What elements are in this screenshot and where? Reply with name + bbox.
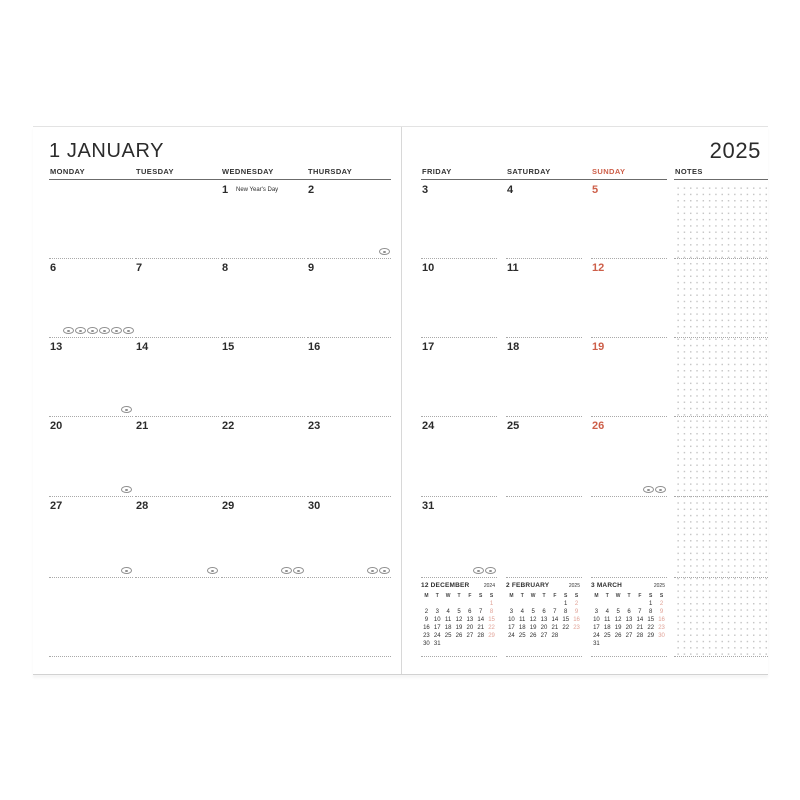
week-divider — [506, 337, 582, 338]
week-divider — [591, 337, 667, 338]
mini-date-cell: 16 — [423, 625, 430, 631]
week-divider — [674, 416, 768, 417]
moon-phase-icon-group — [281, 567, 304, 574]
mini-date-cell: 10 — [508, 617, 515, 623]
header-rule — [674, 179, 768, 180]
week-divider — [674, 577, 768, 578]
mini-date-cell: 22 — [488, 625, 495, 631]
mini-calendar-header — [506, 579, 582, 589]
moon-phase-icon — [473, 567, 484, 574]
day-header: WEDNESDAY — [222, 167, 274, 176]
mini-date-cell: 19 — [455, 625, 463, 631]
mini-date-cell: 1 — [649, 601, 653, 607]
date-cell: 28 — [136, 500, 149, 512]
mini-date-cell — [571, 640, 582, 648]
mini-date-cell: 26 — [455, 633, 463, 639]
mini-date-cell: 13 — [540, 617, 548, 623]
weekday-cell: W — [615, 593, 621, 599]
weekday-cell: T — [457, 593, 461, 599]
weekday-cell: M — [594, 593, 599, 599]
mini-date-cell: 5 — [531, 609, 535, 615]
date-cell: 4 — [507, 184, 514, 196]
mini-date-cell: 22 — [647, 625, 655, 631]
mini-date-cell: 14 — [551, 617, 559, 623]
page-gutter — [401, 127, 402, 674]
mini-date-cell: 11 — [604, 617, 611, 623]
mini-date-cell: 19 — [614, 625, 622, 631]
week-divider — [307, 337, 391, 338]
weekday-cell: S — [489, 593, 494, 599]
mini-date-cell: 15 — [488, 617, 495, 623]
moon-phase-icon — [367, 567, 378, 574]
week-divider — [506, 577, 582, 578]
mini-date-cell: 4 — [446, 609, 450, 615]
mini-date-cell: 8 — [649, 609, 653, 615]
mini-date-cell: 16 — [658, 617, 665, 623]
date-cell: 14 — [136, 341, 149, 353]
month-title: 1 JANUARY — [49, 140, 165, 162]
mini-date-cell: 11 — [519, 617, 526, 623]
moon-phase-icon — [75, 327, 86, 334]
week-divider — [421, 258, 497, 259]
mini-date-cell — [602, 640, 613, 648]
weekday-cell: T — [435, 593, 439, 599]
mini-date-cell — [517, 600, 528, 608]
mini-calendar-title: 3 MARCH — [591, 582, 623, 589]
mini-calendar — [506, 579, 582, 656]
mini-date-cell: 6 — [627, 609, 631, 615]
mini-date-cell: 14 — [636, 617, 644, 623]
date-cell: 12 — [592, 262, 605, 274]
week-divider — [49, 416, 133, 417]
date-cell: 23 — [308, 420, 321, 432]
week-divider — [591, 416, 667, 417]
mini-date-cell: 4 — [605, 609, 609, 615]
mini-date-cell: 12 — [529, 617, 537, 623]
moon-phase-icon-group — [207, 567, 218, 574]
date-cell: 25 — [507, 420, 520, 432]
week-divider — [49, 337, 133, 338]
mini-date-cell — [624, 600, 635, 608]
week-divider — [221, 416, 305, 417]
date-cell: 20 — [50, 420, 63, 432]
mini-date-cell — [613, 600, 624, 608]
mini-date-cell: 6 — [542, 609, 546, 615]
mini-date-cell: 8 — [564, 609, 568, 615]
week-divider — [421, 656, 497, 657]
date-cell: 1 — [222, 184, 229, 196]
mini-date-cell — [571, 632, 582, 640]
week-divider — [307, 416, 391, 417]
week-divider — [674, 496, 768, 497]
moon-phase-icon — [293, 567, 304, 574]
weekday-cell: S — [574, 593, 579, 599]
mini-date-cell: 30 — [658, 633, 665, 639]
week-divider — [591, 258, 667, 259]
mini-date-cell: 4 — [520, 609, 524, 615]
mini-date-cell: 20 — [625, 625, 633, 631]
moon-phase-icon-group — [367, 567, 390, 574]
mini-date-cell: 23 — [423, 633, 430, 639]
moon-phase-icon — [485, 567, 496, 574]
weekday-cell: T — [605, 593, 609, 599]
week-divider — [307, 258, 391, 259]
mini-date-cell: 3 — [435, 609, 439, 615]
date-cell: 8 — [222, 262, 229, 274]
week-divider — [506, 496, 582, 497]
moon-phase-icon — [643, 486, 654, 493]
mini-date-cell: 27 — [625, 633, 633, 639]
week-divider — [135, 656, 219, 657]
mini-calendar-header — [591, 579, 667, 589]
mini-date-cell: 22 — [562, 625, 570, 631]
mini-date-cell — [475, 600, 486, 608]
mini-date-cell — [506, 640, 517, 648]
moon-phase-icon-group — [473, 567, 496, 574]
mini-date-cell: 24 — [593, 633, 600, 639]
mini-date-cell: 31 — [593, 641, 600, 647]
weekday-cell: T — [542, 593, 546, 599]
mini-date-cell — [432, 600, 443, 608]
week-divider — [307, 656, 391, 657]
week-divider — [221, 258, 305, 259]
mini-date-cell — [454, 600, 465, 608]
week-divider — [421, 496, 497, 497]
mini-date-cell: 26 — [529, 633, 537, 639]
mini-date-cell: 17 — [593, 625, 600, 631]
mini-date-cell: 18 — [444, 625, 452, 631]
mini-date-cell: 8 — [489, 609, 494, 615]
mini-date-cell: 27 — [466, 633, 474, 639]
mini-date-cell: 9 — [574, 609, 579, 615]
moon-phase-icon-group — [121, 486, 132, 493]
moon-phase-icon — [99, 327, 110, 334]
date-cell: 5 — [592, 184, 599, 196]
mini-calendar-dates — [421, 600, 497, 648]
weekday-cell: W — [445, 593, 451, 599]
moon-phase-icon — [111, 327, 122, 334]
moon-phase-icon — [379, 567, 390, 574]
day-header: THURSDAY — [308, 167, 353, 176]
weekday-cell: M — [509, 593, 514, 599]
week-divider — [49, 577, 133, 578]
planner-spread — [33, 126, 768, 675]
mini-date-cell: 28 — [551, 633, 559, 639]
mini-date-cell — [634, 600, 645, 608]
mini-date-cell — [656, 640, 667, 648]
mini-date-cell: 2 — [574, 601, 579, 607]
mini-date-cell: 14 — [477, 617, 485, 623]
mini-date-cell: 21 — [477, 625, 485, 631]
week-divider — [221, 337, 305, 338]
mini-date-cell: 11 — [445, 617, 452, 623]
week-divider — [307, 496, 391, 497]
mini-calendar-year: 2025 — [568, 583, 580, 589]
mini-date-cell: 17 — [433, 625, 441, 631]
weekday-cell: F — [468, 593, 472, 599]
mini-date-cell: 23 — [658, 625, 665, 631]
mini-date-cell: 30 — [423, 641, 430, 647]
week-divider — [674, 656, 768, 657]
mini-calendar-weekdays — [506, 593, 582, 600]
mini-date-cell — [464, 600, 475, 608]
mini-date-cell — [624, 640, 635, 648]
mini-date-cell: 23 — [573, 625, 580, 631]
mini-calendar — [591, 579, 667, 656]
mini-date-cell — [539, 640, 550, 648]
date-cell: 19 — [592, 341, 605, 353]
mini-calendar-year: 2024 — [483, 583, 495, 589]
mini-date-cell: 13 — [466, 617, 474, 623]
mini-date-cell: 15 — [562, 617, 570, 623]
mini-date-cell: 27 — [540, 633, 548, 639]
mini-date-cell: 9 — [659, 609, 664, 615]
date-cell: 30 — [308, 500, 321, 512]
moon-phase-icon — [63, 327, 74, 334]
mini-date-cell — [464, 640, 475, 648]
moon-phase-icon — [121, 567, 132, 574]
week-divider — [674, 258, 768, 259]
date-cell: 24 — [422, 420, 435, 432]
moon-phase-icon-group — [121, 406, 132, 413]
mini-date-cell — [591, 600, 602, 608]
week-divider — [135, 337, 219, 338]
date-cell: 22 — [222, 420, 235, 432]
mini-calendar-weekdays — [421, 593, 497, 600]
week-divider — [221, 656, 305, 657]
mini-date-cell: 18 — [603, 625, 611, 631]
weekday-cell: S — [479, 593, 483, 599]
weekday-cell: S — [564, 593, 568, 599]
mini-date-cell: 6 — [468, 609, 472, 615]
day-header: SUNDAY — [592, 167, 626, 176]
mini-date-cell: 7 — [479, 609, 483, 615]
mini-date-cell — [486, 640, 497, 648]
week-divider — [421, 337, 497, 338]
date-cell: 10 — [422, 262, 435, 274]
mini-date-cell: 5 — [457, 609, 461, 615]
mini-date-cell — [549, 640, 560, 648]
week-divider — [591, 577, 667, 578]
week-divider — [591, 496, 667, 497]
mini-calendar-weekdays — [591, 593, 667, 600]
mini-date-cell — [528, 600, 539, 608]
weekday-cell: F — [638, 593, 642, 599]
moon-phase-icon — [281, 567, 292, 574]
date-cell: 21 — [136, 420, 149, 432]
mini-date-cell — [454, 640, 465, 648]
mini-date-cell: 21 — [551, 625, 559, 631]
day-header: MONDAY — [50, 167, 86, 176]
week-divider — [49, 496, 133, 497]
week-divider — [421, 416, 497, 417]
moon-phase-icon — [121, 486, 132, 493]
mini-date-cell: 24 — [433, 633, 441, 639]
week-divider — [135, 577, 219, 578]
mini-calendar-year: 2025 — [653, 583, 665, 589]
moon-phase-icon-group — [63, 327, 134, 334]
mini-calendar-header — [421, 579, 497, 589]
mini-date-cell: 1 — [489, 601, 494, 607]
date-cell: 3 — [422, 184, 429, 196]
week-divider — [49, 656, 133, 657]
mini-date-cell — [539, 600, 550, 608]
notes-header: NOTES — [675, 167, 703, 176]
mini-date-cell: 13 — [625, 617, 633, 623]
date-cell: 31 — [422, 500, 435, 512]
week-divider — [135, 258, 219, 259]
mini-date-cell: 10 — [593, 617, 600, 623]
mini-calendar-dates — [591, 600, 667, 648]
date-cell: 17 — [422, 341, 435, 353]
mini-date-cell: 5 — [616, 609, 620, 615]
header-rule — [421, 179, 667, 180]
date-cell: 26 — [592, 420, 605, 432]
mini-date-cell — [549, 600, 560, 608]
mini-date-cell: 21 — [636, 625, 644, 631]
moon-phase-icon-group — [121, 567, 132, 574]
weekday-cell: S — [659, 593, 664, 599]
mini-date-cell: 15 — [647, 617, 655, 623]
mini-date-cell: 20 — [466, 625, 474, 631]
week-divider — [506, 416, 582, 417]
date-cell: 16 — [308, 341, 321, 353]
mini-date-cell: 3 — [594, 609, 599, 615]
mini-date-cell: 29 — [647, 633, 655, 639]
mini-date-cell — [634, 640, 645, 648]
weekday-cell: S — [649, 593, 653, 599]
date-cell: 15 — [222, 341, 235, 353]
mini-date-cell: 25 — [603, 633, 611, 639]
mini-date-cell — [517, 640, 528, 648]
mini-date-cell: 9 — [424, 617, 429, 623]
day-header: SATURDAY — [507, 167, 551, 176]
weekday-cell: F — [553, 593, 557, 599]
date-cell: 6 — [50, 262, 57, 274]
mini-date-cell: 25 — [518, 633, 526, 639]
moon-phase-icon — [87, 327, 98, 334]
mini-date-cell: 2 — [424, 609, 429, 615]
mini-date-cell — [560, 632, 571, 640]
mini-date-cell: 12 — [614, 617, 622, 623]
mini-date-cell — [645, 640, 656, 648]
week-divider — [221, 496, 305, 497]
date-cell: 9 — [308, 262, 315, 274]
mini-date-cell: 2 — [659, 601, 664, 607]
mini-date-cell: 28 — [477, 633, 485, 639]
mini-date-cell — [528, 640, 539, 648]
notes-dot-grid — [674, 183, 768, 656]
weekday-cell: T — [627, 593, 631, 599]
moon-phase-icon — [121, 406, 132, 413]
day-header: TUESDAY — [136, 167, 174, 176]
week-divider — [591, 656, 667, 657]
mini-date-cell: 7 — [553, 609, 557, 615]
mini-date-cell — [560, 640, 571, 648]
mini-calendar-dates — [506, 600, 582, 648]
date-cell: 27 — [50, 500, 63, 512]
week-divider — [421, 577, 497, 578]
holiday-label: New Year's Day — [236, 187, 279, 193]
mini-date-cell: 31 — [433, 641, 441, 647]
week-divider — [221, 577, 305, 578]
header-rule — [49, 179, 391, 180]
mini-date-cell: 17 — [508, 625, 515, 631]
mini-date-cell: 20 — [540, 625, 548, 631]
day-header: FRIDAY — [422, 167, 452, 176]
mini-date-cell: 10 — [433, 617, 441, 623]
mini-date-cell — [506, 600, 517, 608]
year-label: 2025 — [709, 138, 761, 163]
mini-date-cell: 18 — [518, 625, 526, 631]
moon-phase-icon — [655, 486, 666, 493]
mini-date-cell: 12 — [455, 617, 463, 623]
mini-calendar-title: 12 DECEMBER — [421, 582, 470, 589]
mini-date-cell: 16 — [573, 617, 580, 623]
date-cell: 13 — [50, 341, 63, 353]
mini-date-cell — [443, 640, 454, 648]
week-divider — [49, 258, 133, 259]
mini-date-cell: 28 — [636, 633, 644, 639]
weekday-cell: T — [520, 593, 524, 599]
weekday-cell: W — [530, 593, 536, 599]
week-divider — [135, 496, 219, 497]
mini-date-cell: 26 — [614, 633, 622, 639]
mini-date-cell: 3 — [509, 609, 514, 615]
moon-phase-icon-group — [643, 486, 666, 493]
week-divider — [307, 577, 391, 578]
date-cell: 11 — [507, 262, 519, 274]
mini-date-cell — [443, 600, 454, 608]
mini-date-cell: 19 — [529, 625, 537, 631]
date-cell: 18 — [507, 341, 520, 353]
mini-calendar-title: 2 FEBRUARY — [506, 582, 550, 589]
moon-phase-icon-group — [379, 248, 390, 255]
mini-date-cell: 7 — [638, 609, 642, 615]
date-cell: 2 — [308, 184, 315, 196]
week-divider — [506, 656, 582, 657]
date-cell: 7 — [136, 262, 143, 274]
mini-date-cell: 24 — [508, 633, 515, 639]
week-divider — [674, 337, 768, 338]
mini-date-cell: 29 — [488, 633, 495, 639]
mini-date-cell: 25 — [444, 633, 452, 639]
mini-date-cell — [421, 600, 432, 608]
mini-date-cell — [475, 640, 486, 648]
moon-phase-icon — [123, 327, 134, 334]
week-divider — [506, 258, 582, 259]
week-divider — [135, 416, 219, 417]
mini-date-cell: 1 — [564, 601, 568, 607]
moon-phase-icon — [379, 248, 390, 255]
mini-calendar — [421, 579, 497, 656]
mini-date-cell — [602, 600, 613, 608]
weekday-cell: M — [424, 593, 429, 599]
date-cell: 29 — [222, 500, 235, 512]
mini-date-cell — [613, 640, 624, 648]
moon-phase-icon — [207, 567, 218, 574]
